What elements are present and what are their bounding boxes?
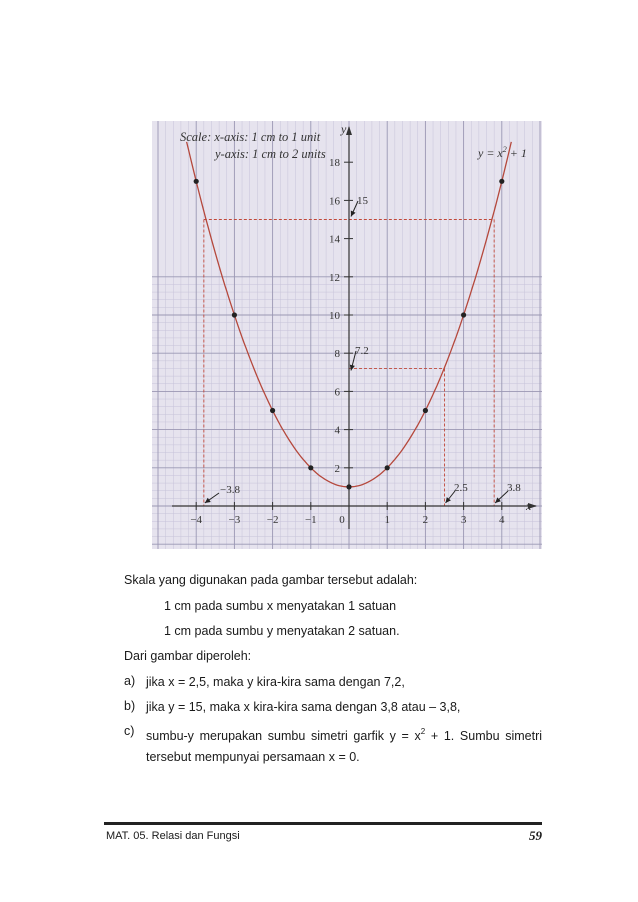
data-point [308, 465, 313, 470]
data-point [270, 408, 275, 413]
item-c-label: c) [124, 724, 135, 738]
parabola-graph [152, 121, 542, 549]
y-tick-label: 6 [334, 386, 340, 399]
derived-intro: Dari gambar diperoleh: [124, 649, 252, 663]
y-tick-label: 12 [329, 271, 340, 284]
x-tick-label: −2 [266, 514, 279, 526]
item-c-text: sumbu-y merupakan sumbu simetri garfik $y = x^2 + 1$. Sumbu simetri [146, 727, 543, 743]
scale-y-text: 1 cm pada sumbu y menyatakan 2 satuan. [164, 624, 400, 638]
scale-intro: Skala yang digunakan pada gambar tersebut adalah: [124, 573, 418, 587]
x-tick-label: −4 [190, 514, 203, 526]
annotation-3-8: 3.8 [507, 482, 521, 494]
x-tick-label: −3 [228, 514, 241, 526]
x-tick-label: 3 [460, 514, 467, 526]
scale-note-line2: y-axis: 1 cm to 2 units [215, 147, 326, 161]
x-tick-label: 2 [422, 514, 429, 526]
y-tick-label: 2 [334, 462, 340, 475]
scale-note-line1: Scale: x-axis: 1 cm to 1 unit [180, 130, 321, 144]
item-a-text: jika x = 2,5, maka y kira-kira sama dengan 7,2, [146, 675, 405, 689]
item-b-label: b) [124, 699, 136, 713]
data-point [346, 484, 351, 489]
data-point [499, 179, 504, 184]
y-tick-label: 8 [334, 348, 340, 361]
data-point [423, 408, 428, 413]
annotation-15: 15 [357, 195, 368, 207]
y-tick-label: 4 [334, 424, 340, 437]
y-tick-label: 10 [329, 310, 340, 322]
annotation-2-5: 2.5 [454, 482, 468, 494]
x-tick-label: 4 [499, 514, 505, 526]
item-c-text-line2: tersebut mempunyai persamaan x = 0. [146, 750, 360, 764]
data-point [461, 312, 466, 317]
data-point [194, 179, 199, 184]
footer-title: MAT. 05. Relasi dan Fungsi [106, 830, 240, 842]
y-tick-label: 14 [329, 233, 340, 246]
y-tick-label: 16 [329, 195, 340, 208]
data-point [385, 465, 390, 470]
x-axis-label: x [526, 499, 532, 513]
page-number: 59 [529, 828, 542, 843]
footer-rule [104, 822, 542, 825]
item-b-text: jika y = 15, maka x kira-kira sama dengan 3,8 atau – 3,8, [146, 700, 461, 714]
x-tick-label: −1 [304, 514, 317, 526]
graph-figure [152, 121, 542, 549]
equation-label: $y = x^2 + 1$ [478, 145, 527, 160]
scale-x-text: 1 cm pada sumbu x menyatakan 1 satuan [164, 599, 397, 613]
x-tick-label: 1 [384, 514, 390, 526]
annotation-7-2: 7.2 [355, 345, 369, 357]
y-tick-label: 18 [329, 157, 340, 170]
x-tick-label: 0 [339, 514, 345, 526]
graph-paper [152, 121, 542, 549]
annotation-neg-3-8: −3.8 [220, 484, 240, 496]
y-axis-label: y [341, 122, 347, 136]
data-point [232, 312, 237, 317]
item-a-label: a) [124, 674, 136, 688]
